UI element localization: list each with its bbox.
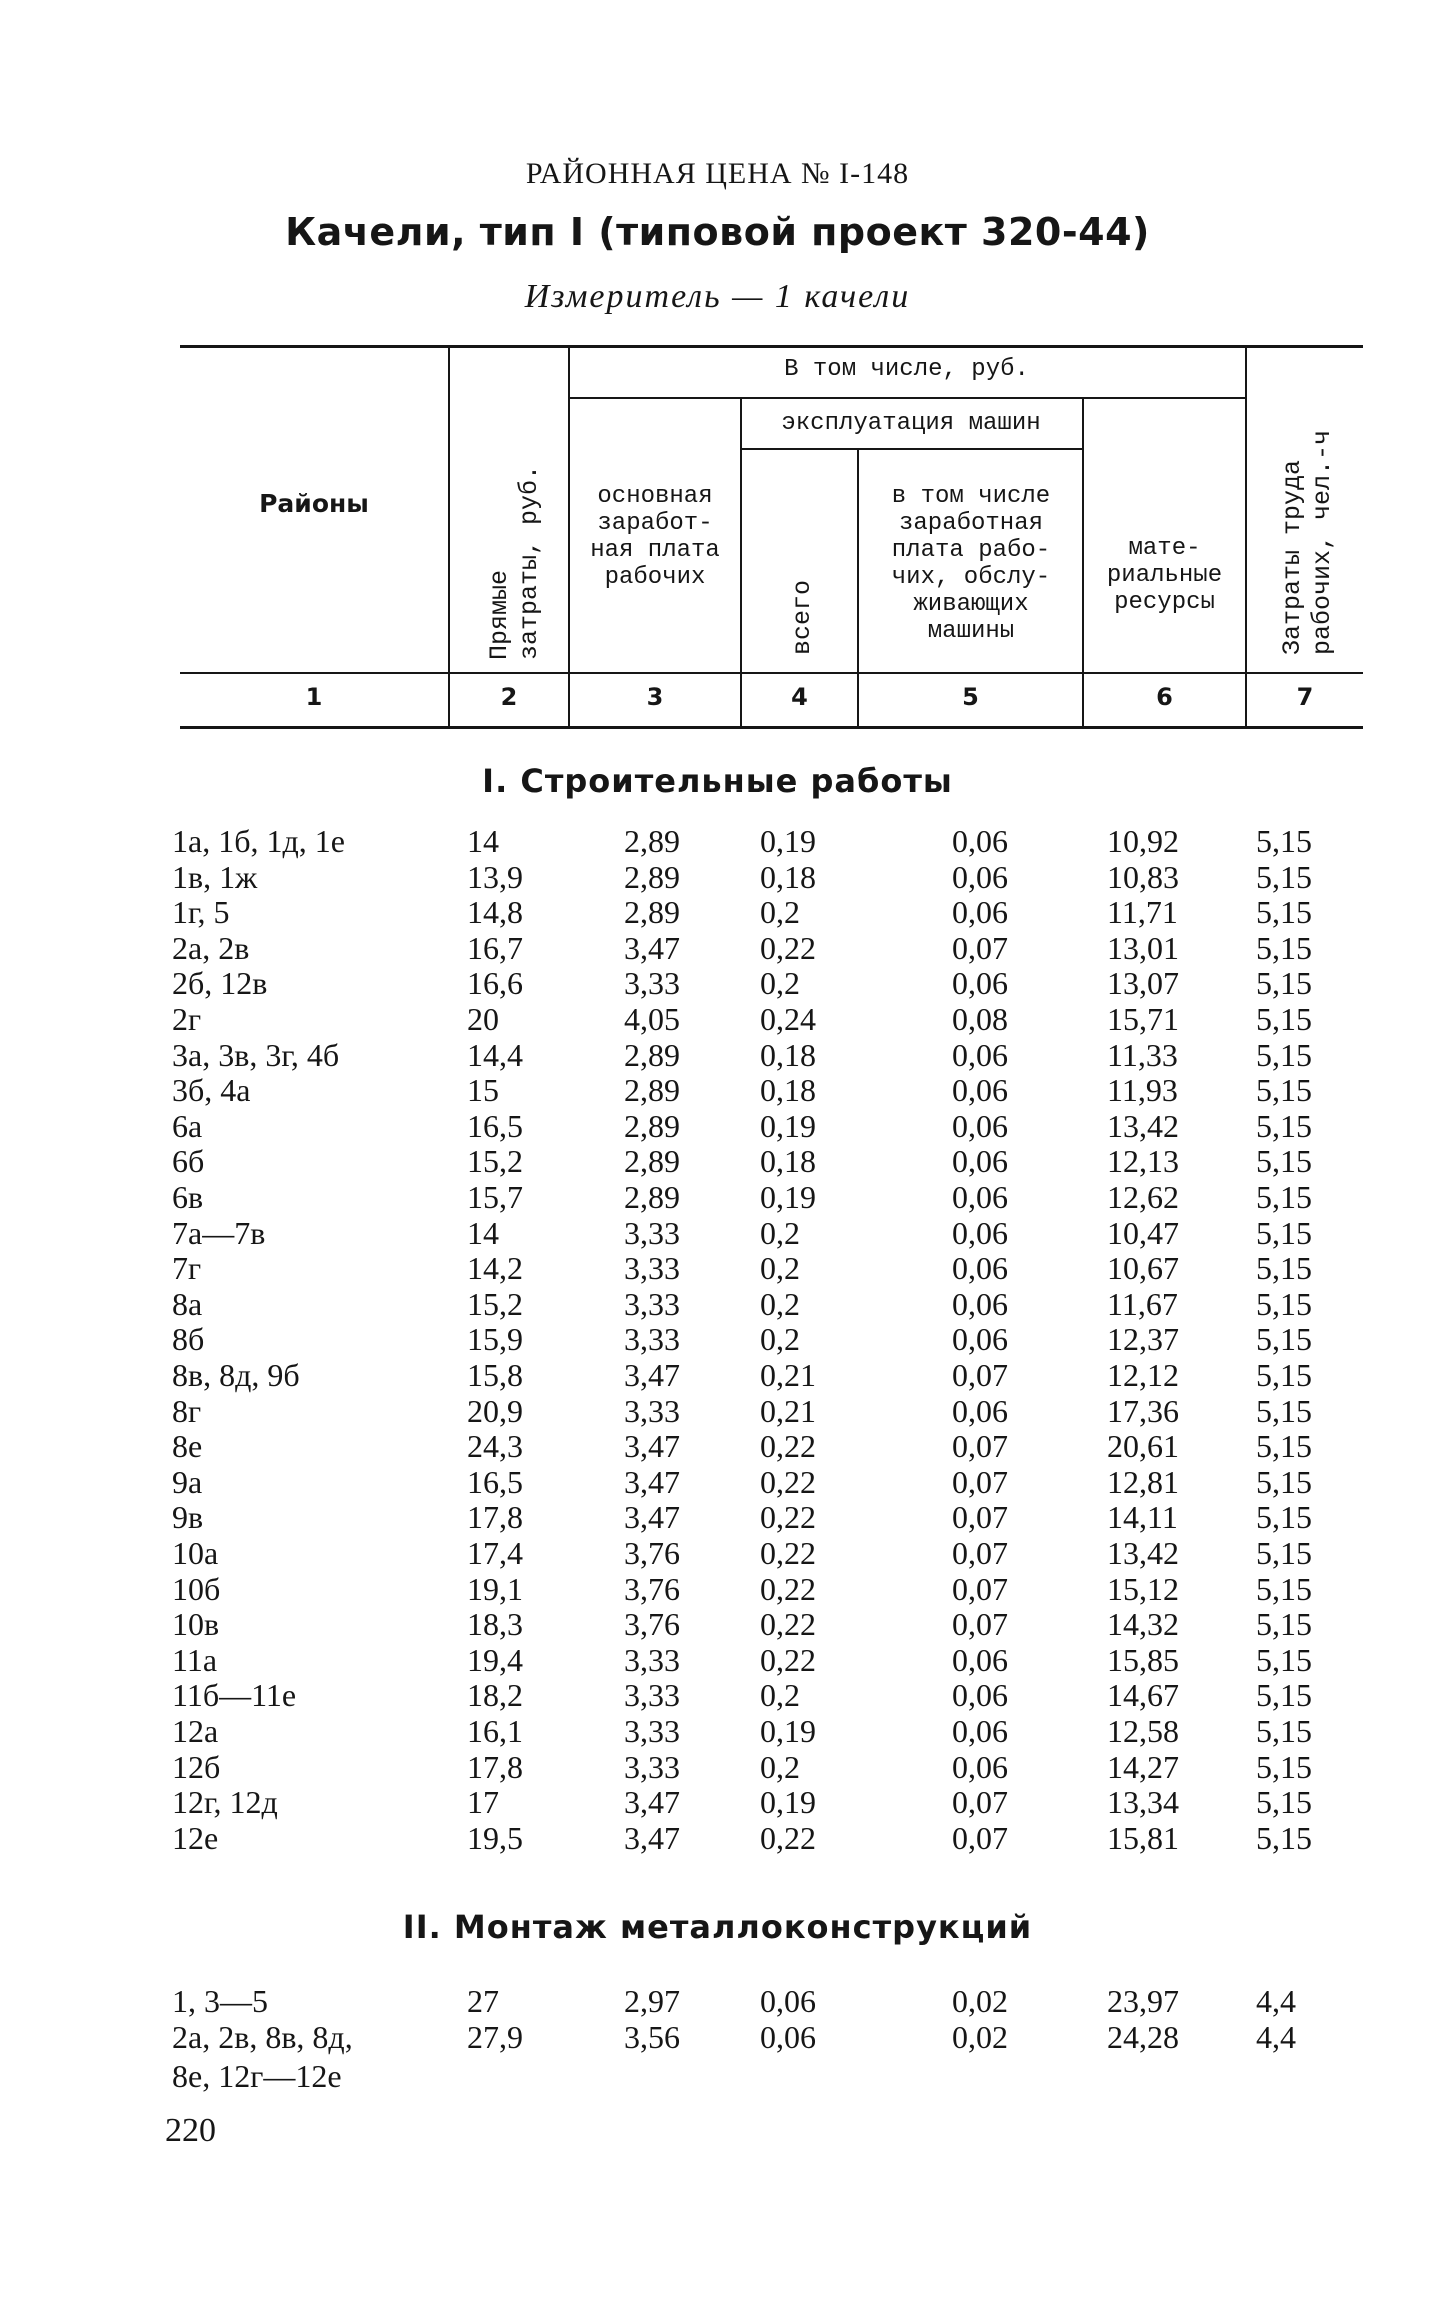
table-row	[0, 894, 1435, 930]
table-row	[0, 1215, 1435, 1251]
cell-machine-wages: 0,06	[952, 1143, 1008, 1180]
cell-materials: 14,11	[1107, 1499, 1178, 1536]
header-machines-rule	[740, 448, 1082, 450]
col-number-7: 7	[1296, 683, 1314, 711]
table-row	[0, 859, 1435, 895]
table-row	[0, 1428, 1435, 1464]
cell-direct-costs: 14	[467, 823, 499, 859]
cell-machine-wages: 0,06	[952, 1285, 1008, 1322]
cell-labor: 5,15	[1256, 1001, 1312, 1037]
header-materials: мате- риальные ресурсы	[1106, 535, 1223, 616]
cell-labor: 5,15	[1256, 1107, 1312, 1144]
cell-machine-wages: 0,06	[952, 894, 1008, 931]
cell-materials: 20,61	[1107, 1428, 1179, 1465]
price-code-line: РАЙОННАЯ ЦЕНА № I-148	[525, 157, 910, 190]
cell-machines-total: 0,22	[760, 1641, 816, 1678]
cell-labor: 5,15	[1256, 1570, 1312, 1607]
table-header-end-rule	[180, 726, 1363, 729]
col-number-6: 6	[1156, 683, 1173, 711]
cell-region: 7г	[172, 1250, 202, 1287]
table-row	[0, 1179, 1435, 1215]
cell-base-wages: 3,33	[624, 965, 680, 1002]
cell-machine-wages: 0,02	[952, 1983, 1008, 2019]
cell-direct-costs: 15	[467, 1072, 499, 1109]
cell-materials: 11,33	[1107, 1036, 1178, 1073]
cell-base-wages: 2,97	[624, 1983, 680, 2019]
cell-machine-wages: 0,02	[952, 2019, 1008, 2055]
header-including-group: В том числе, руб.	[784, 356, 1029, 383]
cell-materials: 24,28	[1107, 2019, 1179, 2055]
cell-region: 8а	[172, 1285, 203, 1322]
cell-materials: 12,12	[1107, 1357, 1179, 1393]
cell-base-wages: 3,33	[624, 1677, 680, 1714]
table-row	[0, 2019, 1435, 2055]
cell-region: 2б, 12в	[172, 965, 268, 1002]
cell-labor: 5,15	[1256, 1428, 1312, 1465]
cell-machine-wages: 0,06	[952, 1214, 1008, 1251]
cell-region: 12а	[172, 1713, 219, 1749]
cell-machine-wages: 0,06	[952, 1392, 1008, 1429]
table-row	[0, 1820, 1435, 1856]
cell-base-wages: 3,33	[624, 1392, 680, 1429]
cell-machines-total: 0,21	[760, 1357, 816, 1393]
cell-base-wages: 2,89	[624, 894, 680, 931]
col-number-1: 1	[305, 683, 323, 711]
table-row	[0, 1108, 1435, 1144]
cell-labor: 5,15	[1256, 1748, 1312, 1785]
cell-materials: 14,27	[1107, 1748, 1179, 1785]
table-row	[0, 1357, 1435, 1393]
cell-machines-total: 0,24	[760, 1001, 816, 1037]
cell-direct-costs: 16,1	[467, 1713, 523, 1749]
cell-direct-costs: 19,5	[467, 1819, 523, 1856]
cell-direct-costs: 27	[467, 1983, 499, 2019]
cell-base-wages: 3,47	[624, 1499, 680, 1536]
col-divider-6	[1245, 347, 1247, 727]
cell-base-wages: 3,47	[624, 929, 680, 966]
header-machine-wages: в том числе заработная плата рабо- чих, обслу- живающих машины	[891, 483, 1051, 645]
cell-direct-costs: 15,9	[467, 1321, 523, 1358]
cell-region: 11а	[172, 1641, 218, 1678]
cell-direct-costs: 17,8	[467, 1499, 523, 1536]
cell-materials: 10,47	[1107, 1214, 1179, 1251]
cell-labor: 5,15	[1256, 1713, 1312, 1749]
cell-direct-costs: 14	[467, 1214, 499, 1251]
cell-base-wages: 2,89	[624, 823, 680, 859]
header-group-rule	[568, 397, 1245, 399]
cell-materials: 12,13	[1107, 1143, 1179, 1180]
cell-machine-wages: 0,07	[952, 1606, 1008, 1643]
table-row	[0, 1983, 1435, 2019]
cell-direct-costs: 17,8	[467, 1748, 523, 1785]
unit-measure: Измеритель — 1 качели	[524, 278, 911, 315]
header-regions: Районы	[259, 489, 369, 518]
cell-direct-costs: 20	[467, 1001, 499, 1037]
cell-region: 1в, 1ж	[172, 858, 258, 895]
cell-direct-costs: 18,2	[467, 1677, 523, 1714]
cell-labor: 5,15	[1256, 1392, 1312, 1429]
cell-base-wages: 3,76	[624, 1535, 680, 1571]
cell-machines-total: 0,19	[760, 1784, 816, 1821]
cell-base-wages: 3,56	[624, 2019, 680, 2055]
cell-region: 9а	[172, 1463, 203, 1500]
cell-direct-costs: 15,7	[467, 1179, 523, 1215]
cell-machine-wages: 0,07	[952, 1357, 1008, 1393]
cell-base-wages: 3,33	[624, 1641, 680, 1678]
cell-materials: 13,07	[1107, 965, 1179, 1002]
table-row	[0, 1250, 1435, 1286]
cell-base-wages: 3,33	[624, 1214, 680, 1251]
cell-labor: 4,4	[1256, 2019, 1296, 2055]
cell-materials: 10,67	[1107, 1250, 1179, 1287]
cell-machine-wages: 0,06	[952, 1179, 1008, 1215]
cell-direct-costs: 14,2	[467, 1250, 523, 1287]
cell-base-wages: 3,47	[624, 1357, 680, 1393]
table-row	[0, 1713, 1435, 1749]
cell-machines-total: 0,2	[760, 1250, 800, 1287]
cell-materials: 10,92	[1107, 823, 1179, 859]
cell-machine-wages: 0,07	[952, 1819, 1008, 1856]
cell-region: 6в	[172, 1179, 204, 1215]
cell-machines-total: 0,18	[760, 858, 816, 895]
cell-region: 1г, 5	[172, 894, 230, 931]
cell-direct-costs: 16,7	[467, 929, 523, 966]
table-row	[0, 930, 1435, 966]
cell-materials: 23,97	[1107, 1983, 1179, 2019]
table-row	[0, 1499, 1435, 1535]
table-row	[0, 1606, 1435, 1642]
cell-materials: 11,71	[1107, 894, 1178, 931]
cell-base-wages: 3,33	[624, 1321, 680, 1358]
cell-labor: 4,4	[1256, 1983, 1296, 2019]
cell-machine-wages: 0,06	[952, 1072, 1008, 1109]
cell-region: 8в, 8д, 9б	[172, 1357, 300, 1393]
cell-labor: 5,15	[1256, 1214, 1312, 1251]
cell-machine-wages: 0,06	[952, 1321, 1008, 1358]
cell-labor: 5,15	[1256, 1143, 1312, 1180]
cell-base-wages: 2,89	[624, 1036, 680, 1073]
table-row	[0, 1571, 1435, 1607]
cell-machines-total: 0,2	[760, 1748, 800, 1785]
cell-labor: 5,15	[1256, 1784, 1312, 1821]
cell-machine-wages: 0,07	[952, 1570, 1008, 1607]
cell-materials: 12,81	[1107, 1463, 1179, 1500]
cell-region: 12е	[172, 1819, 219, 1856]
cell-region: 3б, 4а	[172, 1072, 251, 1109]
cell-region: 11б—11е	[172, 1677, 297, 1714]
cell-region: 2а, 2в	[172, 929, 250, 966]
cell-materials: 15,81	[1107, 1819, 1179, 1856]
cell-region: 10в	[172, 1606, 220, 1643]
header-bottom-rule	[180, 672, 1363, 674]
cell-region: 7а—7в	[172, 1214, 266, 1251]
cell-machines-total: 0,22	[760, 1499, 816, 1536]
section-title-construction: I. Строительные работы	[482, 762, 953, 800]
cell-materials: 17,36	[1107, 1392, 1179, 1429]
cell-labor: 5,15	[1256, 1285, 1312, 1322]
cell-machine-wages: 0,06	[952, 1748, 1008, 1785]
row-continuation: 8е, 12г—12е	[172, 2058, 342, 2094]
cell-machines-total: 0,06	[760, 2019, 816, 2055]
cell-machine-wages: 0,06	[952, 823, 1008, 859]
table-row	[0, 1072, 1435, 1108]
cell-machine-wages: 0,07	[952, 1428, 1008, 1465]
table-row	[0, 823, 1435, 859]
cell-direct-costs: 20,9	[467, 1392, 523, 1429]
cell-labor: 5,15	[1256, 1036, 1312, 1073]
cell-base-wages: 3,76	[624, 1570, 680, 1607]
cell-region: 12г, 12д	[172, 1784, 278, 1821]
cell-machines-total: 0,2	[760, 894, 800, 931]
cell-base-wages: 3,76	[624, 1606, 680, 1643]
table-row	[0, 1464, 1435, 1500]
cell-machine-wages: 0,06	[952, 1107, 1008, 1144]
cell-base-wages: 3,33	[624, 1713, 680, 1749]
cell-labor: 5,15	[1256, 965, 1312, 1002]
col-number-4: 4	[791, 683, 808, 711]
cell-machine-wages: 0,07	[952, 929, 1008, 966]
cell-labor: 5,15	[1256, 1641, 1312, 1678]
cell-region: 1а, 1б, 1д, 1е	[172, 823, 345, 859]
cell-materials: 12,62	[1107, 1179, 1179, 1215]
cell-machines-total: 0,18	[760, 1143, 816, 1180]
cell-machines-total: 0,21	[760, 1392, 816, 1429]
cell-base-wages: 3,47	[624, 1784, 680, 1821]
table-row	[0, 1535, 1435, 1571]
table-row	[0, 1677, 1435, 1713]
cell-direct-costs: 17,4	[467, 1535, 523, 1571]
cell-region: 6б	[172, 1143, 205, 1180]
cell-direct-costs: 19,4	[467, 1641, 523, 1678]
cell-region: 8б	[172, 1321, 205, 1358]
cell-direct-costs: 24,3	[467, 1428, 523, 1465]
cell-materials: 11,93	[1107, 1072, 1178, 1109]
cell-labor: 5,15	[1256, 1321, 1312, 1358]
table-row	[0, 1642, 1435, 1678]
cell-machines-total: 0,22	[760, 1463, 816, 1500]
cell-materials: 10,83	[1107, 858, 1179, 895]
cell-machines-total: 0,2	[760, 1677, 800, 1714]
cell-direct-costs: 17	[467, 1784, 499, 1821]
cell-direct-costs: 16,6	[467, 965, 523, 1002]
cell-machines-total: 0,19	[760, 823, 816, 859]
table-row	[0, 1321, 1435, 1357]
cell-machines-total: 0,2	[760, 1321, 800, 1358]
cell-direct-costs: 18,3	[467, 1606, 523, 1643]
cell-region: 10б	[172, 1570, 221, 1607]
table-row	[0, 1286, 1435, 1322]
cell-machines-total: 0,2	[760, 965, 800, 1002]
cell-machine-wages: 0,06	[952, 858, 1008, 895]
col-number-2: 2	[500, 683, 518, 711]
cell-materials: 13,01	[1107, 929, 1179, 966]
page-number: 220	[165, 2112, 216, 2149]
table-row	[0, 1001, 1435, 1037]
cell-machine-wages: 0,07	[952, 1784, 1008, 1821]
table-row	[0, 1037, 1435, 1073]
cell-region: 12б	[172, 1748, 221, 1785]
cell-machine-wages: 0,06	[952, 1677, 1008, 1714]
cell-labor: 5,15	[1256, 858, 1312, 895]
cell-materials: 12,58	[1107, 1713, 1179, 1749]
cell-labor: 5,15	[1256, 894, 1312, 931]
cell-base-wages: 3,33	[624, 1285, 680, 1322]
header-top-rule	[180, 345, 1363, 348]
cell-direct-costs: 27,9	[467, 2019, 523, 2055]
cell-labor: 5,15	[1256, 1819, 1312, 1856]
cell-materials: 13,42	[1107, 1107, 1179, 1144]
cell-region: 3а, 3в, 3г, 4б	[172, 1036, 340, 1073]
cell-base-wages: 2,89	[624, 1143, 680, 1180]
cell-base-wages: 3,33	[624, 1748, 680, 1785]
col-divider-1	[448, 347, 450, 727]
cell-materials: 15,71	[1107, 1001, 1179, 1037]
cell-base-wages: 3,33	[624, 1250, 680, 1287]
cell-base-wages: 3,47	[624, 1463, 680, 1500]
cell-materials: 15,85	[1107, 1641, 1179, 1678]
cell-machines-total: 0,22	[760, 1570, 816, 1607]
cell-labor: 5,15	[1256, 1179, 1312, 1215]
cell-machine-wages: 0,07	[952, 1499, 1008, 1536]
header-direct-costs: Прямые затраты, руб.	[485, 464, 544, 660]
cell-machines-total: 0,22	[760, 1428, 816, 1465]
cell-machines-total: 0,22	[760, 929, 816, 966]
cell-region: 6а	[172, 1107, 203, 1144]
cell-direct-costs: 16,5	[467, 1107, 523, 1144]
cell-direct-costs: 16,5	[467, 1463, 523, 1500]
cell-materials: 12,37	[1107, 1321, 1179, 1358]
cell-base-wages: 4,05	[624, 1001, 680, 1037]
cell-machine-wages: 0,06	[952, 1641, 1008, 1678]
cell-machines-total: 0,06	[760, 1983, 816, 2019]
cell-machine-wages: 0,07	[952, 1463, 1008, 1500]
cell-direct-costs: 15,2	[467, 1143, 523, 1180]
cell-machines-total: 0,18	[760, 1036, 816, 1073]
cell-labor: 5,15	[1256, 1072, 1312, 1109]
cell-labor: 5,15	[1256, 1606, 1312, 1643]
section-title-metal-assembly: II. Монтаж металлоконструкций	[402, 1908, 1033, 1946]
table-row	[0, 1784, 1435, 1820]
cell-base-wages: 2,89	[624, 1107, 680, 1144]
cell-machine-wages: 0,06	[952, 1713, 1008, 1749]
cell-labor: 5,15	[1256, 1250, 1312, 1287]
cell-base-wages: 3,47	[624, 1428, 680, 1465]
cell-direct-costs: 15,8	[467, 1357, 523, 1393]
cell-materials: 15,12	[1107, 1570, 1179, 1607]
header-base-wages: основная заработ- ная плата рабочих	[590, 483, 720, 591]
cell-machines-total: 0,19	[760, 1107, 816, 1144]
cell-machine-wages: 0,06	[952, 1036, 1008, 1073]
table-row	[0, 965, 1435, 1001]
cell-machine-wages: 0,06	[952, 1250, 1008, 1287]
cell-machines-total: 0,22	[760, 1535, 816, 1571]
cell-machines-total: 0,22	[760, 1819, 816, 1856]
cell-machines-total: 0,2	[760, 1285, 800, 1322]
cell-region: 9в	[172, 1499, 204, 1536]
cell-machines-total: 0,19	[760, 1713, 816, 1749]
cell-direct-costs: 13,9	[467, 858, 523, 895]
cell-labor: 5,15	[1256, 1499, 1312, 1536]
cell-labor: 5,15	[1256, 1357, 1312, 1393]
cell-labor: 5,15	[1256, 1677, 1312, 1714]
table-row	[0, 1393, 1435, 1429]
table-row	[0, 1143, 1435, 1179]
cell-machine-wages: 0,06	[952, 965, 1008, 1002]
cell-base-wages: 2,89	[624, 858, 680, 895]
cell-region: 8е	[172, 1428, 203, 1465]
cell-base-wages: 3,47	[624, 1819, 680, 1856]
cell-machine-wages: 0,07	[952, 1535, 1008, 1571]
cell-direct-costs: 14,8	[467, 894, 523, 931]
cell-labor: 5,15	[1256, 823, 1312, 859]
cell-direct-costs: 14,4	[467, 1036, 523, 1073]
cell-machines-total: 0,22	[760, 1606, 816, 1643]
cell-direct-costs: 19,1	[467, 1570, 523, 1607]
cell-labor: 5,15	[1256, 929, 1312, 966]
cell-materials: 13,34	[1107, 1784, 1179, 1821]
cell-materials: 11,67	[1107, 1285, 1178, 1322]
cell-machines-total: 0,19	[760, 1179, 816, 1215]
header-machines-total: всего	[788, 579, 817, 655]
header-labor-costs: Затраты труда рабочих, чел.-ч	[1278, 429, 1337, 655]
cell-region: 10а	[172, 1535, 219, 1571]
cell-direct-costs: 15,2	[467, 1285, 523, 1322]
cell-materials: 14,67	[1107, 1677, 1179, 1714]
col-number-3: 3	[646, 683, 664, 711]
page-title: Качели, тип I (типовой проект 320-44)	[285, 210, 1150, 254]
header-machine-operation-group: эксплуатация машин	[781, 410, 1041, 437]
cell-region: 2а, 2в, 8в, 8д,	[172, 2019, 353, 2055]
cell-region: 1, 3—5	[172, 1983, 268, 2019]
col-divider-3	[740, 398, 742, 727]
cell-base-wages: 2,89	[624, 1072, 680, 1109]
cell-region: 2г	[172, 1001, 202, 1037]
col-number-5: 5	[962, 683, 979, 711]
cell-machines-total: 0,18	[760, 1072, 816, 1109]
cell-labor: 5,15	[1256, 1463, 1312, 1500]
cell-machines-total: 0,2	[760, 1214, 800, 1251]
cell-materials: 13,42	[1107, 1535, 1179, 1571]
cell-base-wages: 2,89	[624, 1179, 680, 1215]
cell-materials: 14,32	[1107, 1606, 1179, 1643]
cell-machine-wages: 0,08	[952, 1001, 1008, 1037]
cell-labor: 5,15	[1256, 1535, 1312, 1571]
table-row	[0, 1749, 1435, 1785]
cell-region: 8г	[172, 1392, 202, 1429]
